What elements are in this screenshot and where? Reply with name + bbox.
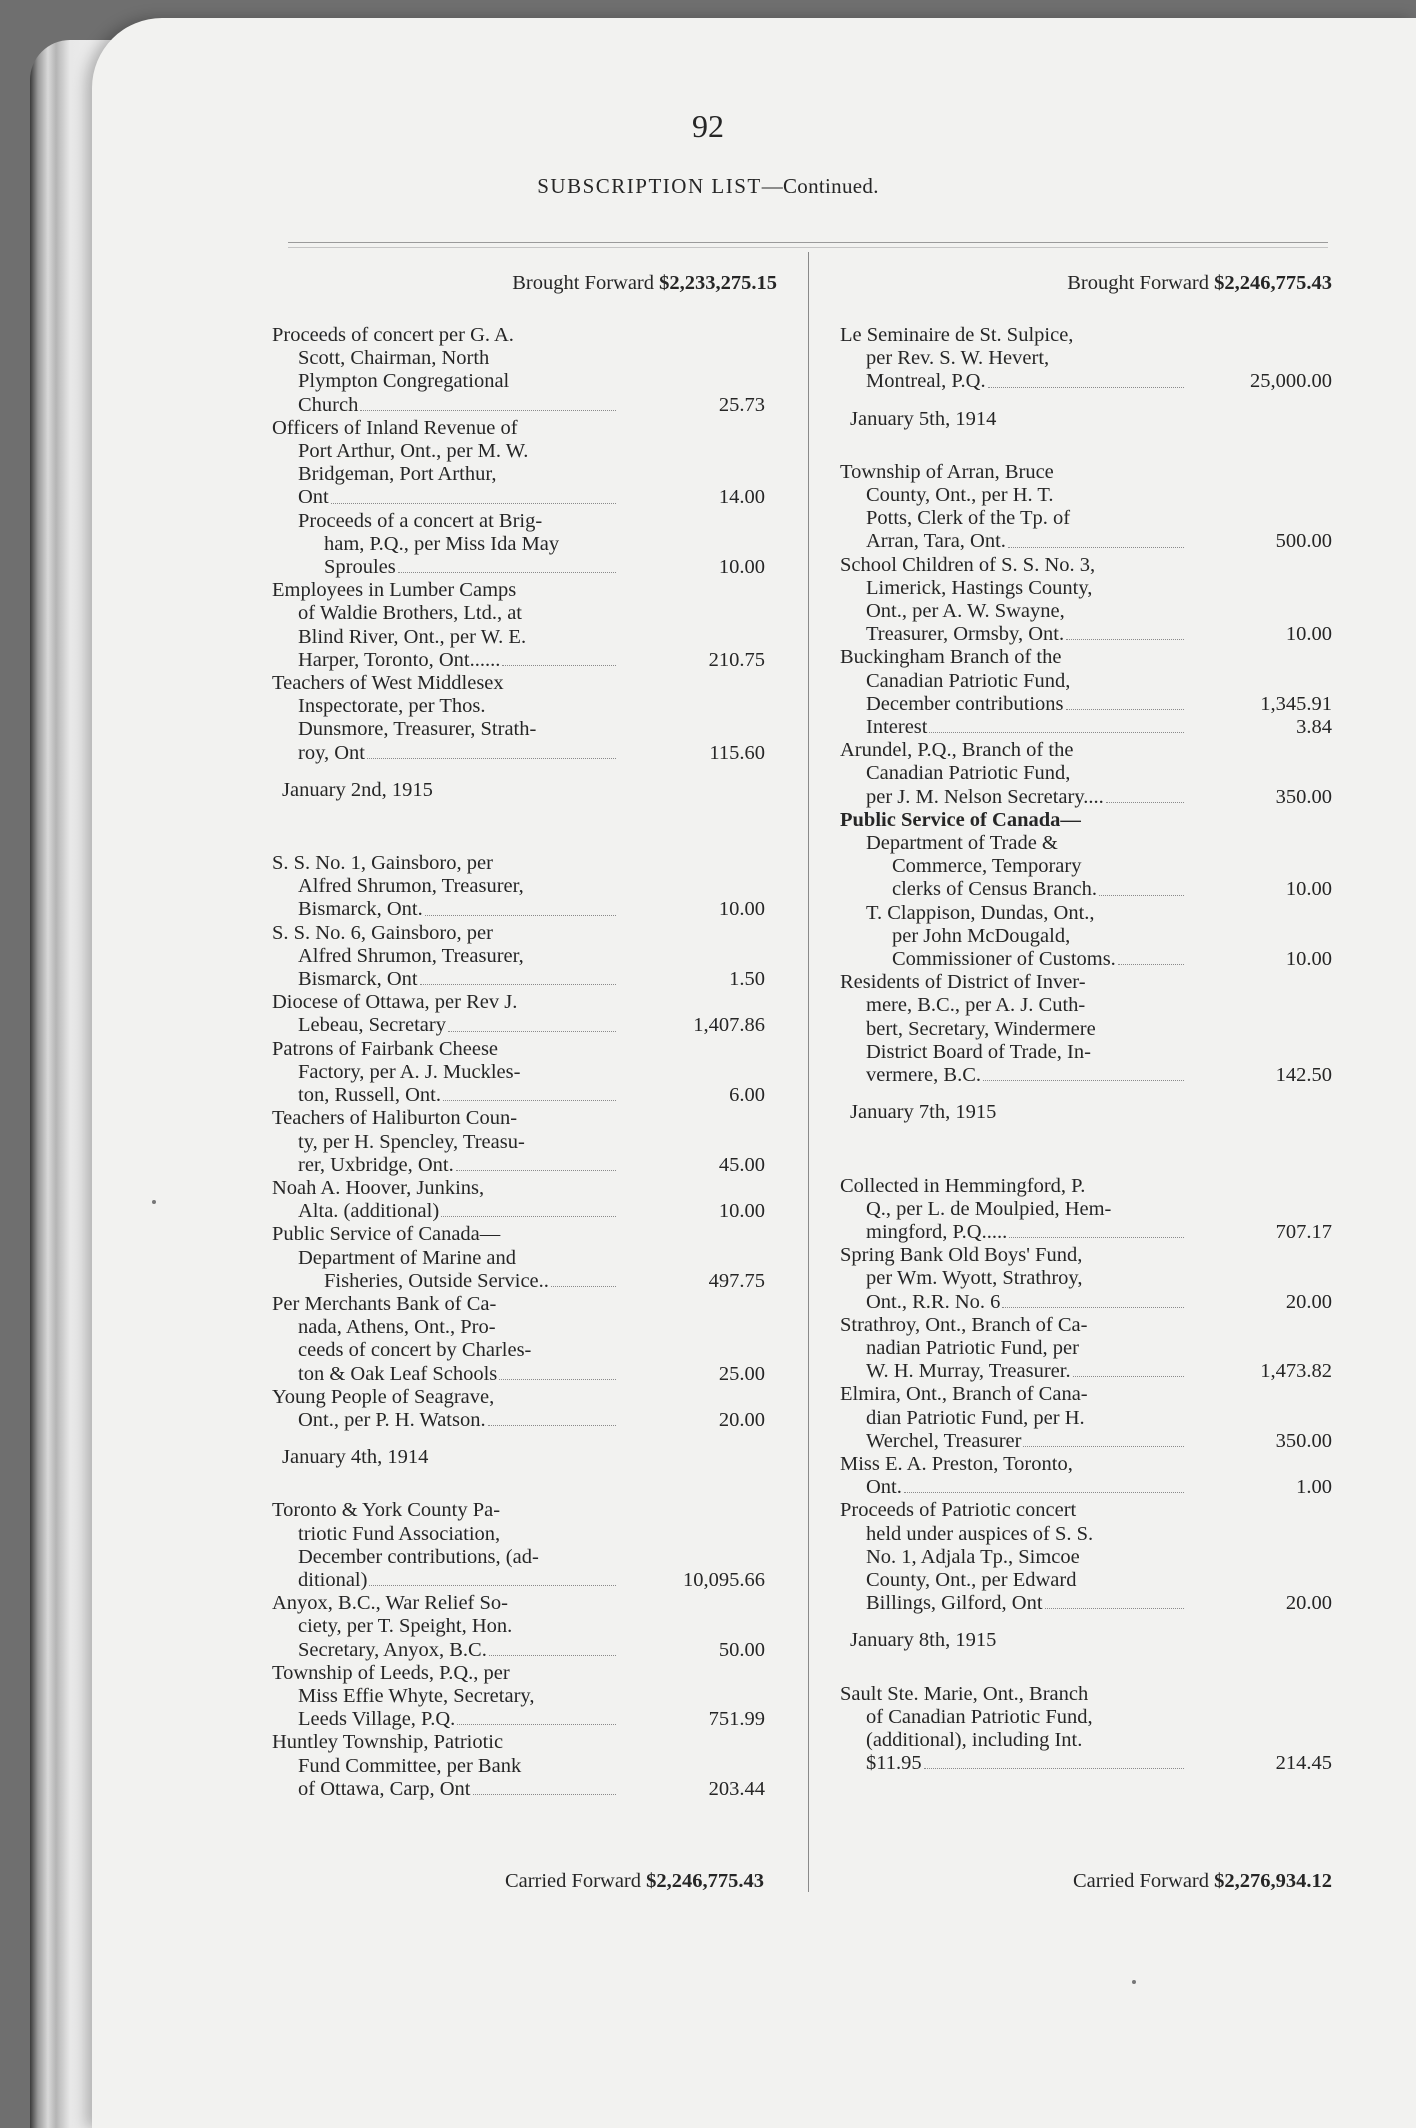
subscription-entry <box>840 1453 1332 1499</box>
entry-line <box>298 556 620 579</box>
subscription-entry <box>272 1293 777 1386</box>
entry-amount: 707.17 <box>1275 1220 1332 1243</box>
entry-line: Dunsmore, Treasurer, Strath- <box>298 718 537 741</box>
date-heading: January 4th, 1914 <box>282 1446 429 1469</box>
entry-line: Port Arthur, Ont., per M. W. <box>298 440 529 463</box>
carried-forward-label: Carried Forward <box>1072 1870 1209 1892</box>
entry-line: Huntley Township, Patriotic <box>272 1731 504 1754</box>
entry-line <box>840 693 1188 716</box>
subscription-entry <box>840 1244 1332 1314</box>
dot-leader <box>425 898 616 915</box>
entry-line <box>840 1360 1188 1383</box>
carried-forward-amount: $2,276,934.12 <box>1214 1870 1332 1892</box>
subscription-entry <box>272 1223 777 1246</box>
entry-line: Elmira, Ont., Branch of Cana- <box>840 1383 1088 1406</box>
entry-line: Blind River, Ont., per W. E. <box>298 625 527 648</box>
entry-amount: 142.50 <box>1275 1064 1332 1087</box>
subscription-entry <box>272 1177 777 1223</box>
dot-leader <box>1066 623 1184 640</box>
header-rule <box>288 242 1328 243</box>
entry-amount: 497.75 <box>708 1269 765 1292</box>
entry-line-text: Sproules <box>324 556 396 579</box>
subscription-entry <box>840 1383 1332 1453</box>
entry-line-text: Lebeau, Secretary <box>298 1014 446 1037</box>
entry-line <box>272 1014 620 1037</box>
dot-leader <box>924 1752 1184 1769</box>
subscription-entry <box>272 922 777 992</box>
dot-leader <box>1045 1592 1184 1609</box>
entry-line <box>272 898 620 921</box>
entry-amount: 350.00 <box>1275 785 1332 808</box>
carried-forward-label: Carried Forward <box>504 1870 641 1892</box>
entry-amount: 45.00 <box>718 1153 765 1176</box>
dot-leader <box>331 486 616 503</box>
entry-line: Plympton Congregational <box>298 370 510 393</box>
running-head-suffix: —Continued. <box>761 174 879 198</box>
entry-line <box>272 1154 620 1177</box>
entry-amount: 10.00 <box>718 556 765 579</box>
entry-line: Public Service of Canada— <box>272 1223 501 1246</box>
subscription-entry <box>272 324 777 417</box>
entry-line-text: Church <box>298 393 359 416</box>
entry-line <box>840 1592 1188 1615</box>
entry-line: Anyox, B.C., War Relief So- <box>272 1592 508 1615</box>
date-heading: January 7th, 1915 <box>850 1101 997 1124</box>
subscription-entry <box>840 809 1332 832</box>
dot-leader <box>360 394 616 411</box>
entry-line: December contributions, (ad- <box>298 1545 539 1568</box>
subscription-entry <box>840 324 1332 394</box>
entry-line: No. 1, Adjala Tp., Simcoe <box>866 1545 1080 1568</box>
entry-line: County, Ont., per Edward <box>866 1568 1077 1591</box>
entry-line <box>866 948 1188 971</box>
date-heading: January 5th, 1914 <box>850 407 997 430</box>
dot-leader <box>456 1154 616 1171</box>
subscription-entry <box>272 417 777 510</box>
dot-leader <box>489 1639 616 1656</box>
entry-line: ciety, per T. Speight, Hon. <box>298 1615 513 1638</box>
entry-line: Spring Bank Old Boys' Fund, <box>840 1244 1083 1267</box>
entry-line <box>840 1221 1188 1244</box>
entry-amount: 20.00 <box>718 1408 765 1431</box>
entry-line: Ont., per A. W. Swayne, <box>866 600 1065 623</box>
entry-line-text: December contributions <box>866 692 1064 715</box>
entry-line: Sault Ste. Marie, Ont., Branch <box>840 1682 1089 1705</box>
entry-line <box>866 878 1188 901</box>
dot-leader <box>1099 878 1184 895</box>
entry-line <box>272 968 620 991</box>
entry-line: nada, Athens, Ont., Pro- <box>298 1316 496 1339</box>
entry-line-text: ton, Russell, Ont. <box>298 1084 441 1107</box>
subscription-entry <box>840 902 1332 972</box>
entry-line <box>840 1291 1188 1314</box>
entry-line: of Waldie Brothers, Ltd., at <box>298 602 522 625</box>
entry-line-text: Secretary, Anyox, B.C. <box>298 1638 487 1661</box>
entry-amount: 1,407.86 <box>693 1014 765 1037</box>
entry-line-text: Ont <box>298 486 329 509</box>
dot-leader <box>369 1569 616 1586</box>
entry-line: Public Service of Canada— <box>840 808 1081 831</box>
entry-amount: 10.00 <box>718 1200 765 1223</box>
entry-line <box>272 1569 620 1592</box>
dot-leader <box>420 968 616 985</box>
entry-line: Inspectorate, per Thos. <box>298 695 486 718</box>
entry-line: Per Merchants Bank of Ca- <box>272 1292 497 1315</box>
entry-line: Miss E. A. Preston, Toronto, <box>840 1452 1073 1475</box>
entry-amount: 25.00 <box>718 1362 765 1385</box>
entry-line: ham, P.Q., per Miss Ida May <box>324 532 560 555</box>
entry-line: Miss Effie Whyte, Secretary, <box>298 1684 535 1707</box>
subscription-entry <box>272 1247 777 1293</box>
entry-line: Officers of Inland Revenue of <box>272 416 518 439</box>
entry-line-text: Treasurer, Ormsby, Ont. <box>866 623 1065 646</box>
subscription-entry <box>840 646 1332 716</box>
entry-line: held under auspices of S. S. <box>866 1522 1094 1545</box>
entry-amount: 10.00 <box>1285 878 1332 901</box>
date-heading: January 2nd, 1915 <box>282 778 433 801</box>
entry-line <box>272 649 620 672</box>
entry-line <box>272 1778 620 1801</box>
entry-amount: 500.00 <box>1275 530 1332 553</box>
entry-line <box>840 1476 1188 1499</box>
carried-forward-right <box>840 1870 1332 1893</box>
entry-line: Strathroy, Ont., Branch of Ca- <box>840 1313 1088 1336</box>
entry-amount: 25,000.00 <box>1250 370 1332 393</box>
dot-leader <box>367 742 616 759</box>
entry-line-text: of Ottawa, Carp, Ont <box>298 1777 471 1800</box>
entry-amount: 1.00 <box>1296 1476 1332 1499</box>
dot-leader <box>1073 1360 1184 1377</box>
entry-line-text: $11.95 <box>866 1752 922 1775</box>
entry-line <box>272 1708 620 1731</box>
entry-line: Le Seminaire de St. Sulpice, <box>840 324 1074 346</box>
entry-line: S. S. No. 1, Gainsboro, per <box>272 852 493 875</box>
entry-line: Township of Leeds, P.Q., per <box>272 1661 510 1684</box>
brought-forward-left <box>272 272 777 302</box>
entry-line-text: Leeds Village, P.Q. <box>298 1708 456 1731</box>
page-number: 92 <box>692 108 724 144</box>
entry-amount: 50.00 <box>718 1638 765 1661</box>
entry-amount: 10.00 <box>1285 948 1332 971</box>
entry-line-text: mingford, P.Q..... <box>866 1220 1008 1243</box>
entry-line-text: Ont., R.R. No. 6 <box>866 1290 1001 1313</box>
entry-line-text: ditional) <box>298 1568 368 1591</box>
entry-line-text: ton & Oak Leaf Schools <box>298 1362 498 1385</box>
dot-leader <box>488 1409 616 1426</box>
carried-forward-amount: $2,246,775.43 <box>646 1870 764 1892</box>
entry-line <box>840 1752 1188 1775</box>
brought-forward-label: Brought Forward <box>512 272 654 294</box>
entry-line: Factory, per A. J. Muckles- <box>298 1060 521 1083</box>
subscription-entry <box>840 554 1332 647</box>
dot-leader <box>1002 1291 1184 1308</box>
entry-line-text: Bismarck, Ont. <box>298 898 423 921</box>
entry-line-text: clerks of Census Branch. <box>892 878 1097 901</box>
subscription-entry <box>840 1499 1332 1615</box>
entry-line: Patrons of Fairbank Cheese <box>272 1037 499 1060</box>
entry-line-text: Arran, Tara, Ont. <box>866 530 1006 553</box>
entry-line: triotic Fund Association, <box>298 1522 501 1545</box>
dot-leader <box>929 716 1184 733</box>
running-head-title: SUBSCRIPTION LIST <box>537 174 762 198</box>
left-sections <box>272 324 777 1801</box>
dot-leader <box>1023 1430 1184 1447</box>
dot-leader <box>448 1014 616 1031</box>
entry-line: per Rev. S. W. Hevert, <box>866 347 1050 370</box>
dot-leader <box>457 1708 616 1725</box>
brought-forward-amount: $2,246,775.43 <box>1214 272 1332 294</box>
dot-leader <box>398 556 616 573</box>
entry-line-text: Alta. (additional) <box>298 1200 440 1223</box>
entry-line-text: W. H. Murray, Treasurer. <box>866 1360 1071 1383</box>
entry-line: per John McDougald, <box>892 924 1071 947</box>
entry-line-text: Bismarck, Ont <box>298 968 418 991</box>
entry-line: Residents of District of Inver- <box>840 971 1086 994</box>
entry-line <box>298 1270 620 1293</box>
entry-line-text: rer, Uxbridge, Ont. <box>298 1153 454 1176</box>
entry-line <box>840 1430 1188 1453</box>
entry-line-text: Montreal, P.Q. <box>866 370 986 393</box>
entry-line: Arundel, P.Q., Branch of the <box>840 739 1074 762</box>
subscription-entry <box>272 1731 777 1801</box>
entry-amount: 14.00 <box>718 486 765 509</box>
dot-leader <box>1066 693 1184 710</box>
entry-line: District Board of Trade, In- <box>866 1040 1091 1063</box>
entry-line: Department of Marine and <box>298 1246 517 1269</box>
entry-line <box>272 1363 620 1386</box>
entry-line: Township of Arran, Bruce <box>840 460 1054 483</box>
entry-line-text: Interest <box>866 716 928 739</box>
entry-line <box>272 1639 620 1662</box>
subscription-entry <box>272 1038 777 1108</box>
entry-amount: 751.99 <box>708 1708 765 1731</box>
entry-line: Proceeds of Patriotic concert <box>840 1499 1077 1522</box>
subscription-entry <box>272 672 777 765</box>
dot-leader <box>551 1270 616 1287</box>
entry-line: Employees in Lumber Camps <box>272 579 517 602</box>
entry-line: Potts, Clerk of the Tp. of <box>866 507 1071 530</box>
entry-line: Limerick, Hastings County, <box>866 576 1093 599</box>
entry-line <box>272 394 620 417</box>
entry-line <box>840 1064 1188 1087</box>
entry-amount: 3.84 <box>1296 716 1332 739</box>
entry-line: Proceeds of concert per G. A. <box>272 324 514 346</box>
entry-amount: 10.00 <box>1285 623 1332 646</box>
entry-line <box>272 1200 620 1223</box>
entry-amount: 203.44 <box>708 1777 765 1800</box>
subscription-entry <box>840 1314 1332 1384</box>
dot-leader <box>1008 530 1184 547</box>
left-column <box>272 272 777 1801</box>
entry-line <box>840 370 1188 393</box>
dot-leader <box>983 1064 1184 1081</box>
subscription-entry <box>840 971 1332 1087</box>
brought-forward-label: Brought Forward <box>1067 272 1209 294</box>
entry-amount: 115.60 <box>709 741 765 764</box>
entry-line <box>272 1084 620 1107</box>
subscription-entry <box>840 832 1332 902</box>
entry-line: Young People of Seagrave, <box>272 1385 495 1408</box>
entry-line-text: Fisheries, Outside Service.. <box>324 1269 549 1292</box>
entry-line: T. Clappison, Dundas, Ont., <box>866 901 1095 924</box>
entry-amount: 1.50 <box>729 968 765 991</box>
entry-line-text: per J. M. Nelson Secretary.... <box>866 785 1104 808</box>
entry-line: dian Patriotic Fund, per H. <box>866 1406 1085 1429</box>
paper-speck <box>152 1200 156 1204</box>
entry-line: ceeds of concert by Charles- <box>298 1339 532 1362</box>
entry-line-text: roy, Ont <box>298 741 365 764</box>
entry-line: nadian Patriotic Fund, per <box>866 1336 1079 1359</box>
entry-line: Teachers of West Middlesex <box>272 672 504 695</box>
subscription-entry <box>272 1386 777 1432</box>
right-column <box>840 272 1332 1775</box>
entry-line: Noah A. Hoover, Junkins, <box>272 1176 485 1199</box>
entry-line: School Children of S. S. No. 3, <box>840 553 1096 576</box>
entry-line: Alfred Shrumon, Treasurer, <box>298 944 524 967</box>
entry-line-text: Ont., per P. H. Watson. <box>298 1408 486 1431</box>
entry-amount: 210.75 <box>708 648 765 671</box>
entry-line-text: vermere, B.C. <box>866 1064 981 1087</box>
header-rule-thin <box>288 247 1328 248</box>
subscription-entry <box>272 991 777 1037</box>
entry-amount: 1,473.82 <box>1260 1360 1332 1383</box>
running-head <box>0 174 1416 199</box>
entry-line: Buckingham Branch of the <box>840 646 1062 669</box>
entry-line-text: Ont. <box>866 1476 902 1499</box>
entry-line: of Canadian Patriotic Fund, <box>866 1705 1093 1728</box>
subscription-entry <box>272 1662 777 1732</box>
dot-leader <box>988 370 1184 387</box>
right-sections <box>840 324 1332 1775</box>
entry-line-text: Harper, Toronto, Ont...... <box>298 648 501 671</box>
dot-leader <box>443 1084 616 1101</box>
subscription-entry <box>272 1499 777 1592</box>
entry-line: S. S. No. 6, Gainsboro, per <box>272 921 493 944</box>
subscription-entry <box>840 716 1332 739</box>
entry-line: Q., per L. de Moulpied, Hem- <box>866 1197 1112 1220</box>
entry-line: Toronto & York County Pa- <box>272 1499 501 1522</box>
entry-amount: 350.00 <box>1275 1429 1332 1452</box>
entry-line: Teachers of Haliburton Coun- <box>272 1107 518 1130</box>
subscription-entry <box>840 739 1332 809</box>
entry-line: Collected in Hemmingford, P. <box>840 1174 1086 1197</box>
entry-line: County, Ont., per H. T. <box>866 484 1054 507</box>
subscription-entry <box>272 1107 777 1177</box>
entry-amount: 214.45 <box>1275 1752 1332 1775</box>
entry-line: Commerce, Temporary <box>892 855 1082 878</box>
entry-line: bert, Secretary, Windermere <box>866 1017 1096 1040</box>
entry-line <box>272 486 620 509</box>
entry-amount: 25.73 <box>718 393 765 416</box>
entry-amount: 20.00 <box>1285 1592 1332 1615</box>
entry-line-text: Billings, Gilford, Ont <box>866 1592 1043 1615</box>
dot-leader <box>1106 786 1184 803</box>
entry-amount: 10.00 <box>718 898 765 921</box>
entry-line: ty, per H. Spencley, Treasu- <box>298 1130 525 1153</box>
brought-forward-right <box>840 272 1332 302</box>
entry-line: Canadian Patriotic Fund, <box>866 762 1071 785</box>
dot-leader <box>499 1363 616 1380</box>
entry-line: mere, B.C., per A. J. Cuth- <box>866 994 1086 1017</box>
subscription-entry <box>272 579 777 672</box>
entry-line: Department of Trade & <box>866 832 1058 855</box>
entry-line: Canadian Patriotic Fund, <box>866 669 1071 692</box>
column-divider <box>808 252 809 1892</box>
subscription-entry <box>272 852 777 922</box>
subscription-entry <box>272 1592 777 1662</box>
subscription-entry <box>272 510 777 580</box>
brought-forward-amount: $2,233,275.15 <box>659 272 777 294</box>
entry-amount: 1,345.91 <box>1260 692 1332 715</box>
paper-speck <box>1132 1980 1136 1984</box>
entry-line: Fund Committee, per Bank <box>298 1754 522 1777</box>
entry-line: (additional), including Int. <box>866 1728 1083 1751</box>
subscription-entry <box>840 1683 1332 1776</box>
subscription-entry <box>840 461 1332 554</box>
entry-line <box>840 786 1188 809</box>
entry-line: Diocese of Ottawa, per Rev J. <box>272 991 518 1014</box>
entry-line <box>866 716 1188 739</box>
entry-line: Proceeds of a concert at Brig- <box>298 509 543 532</box>
entry-line <box>272 1409 620 1432</box>
entry-line: Alfred Shrumon, Treasurer, <box>298 875 524 898</box>
entry-amount: 6.00 <box>729 1084 765 1107</box>
dot-leader <box>473 1778 617 1795</box>
date-heading: January 8th, 1915 <box>850 1629 997 1652</box>
entry-line <box>840 530 1188 553</box>
entry-line-text: Commissioner of Customs. <box>892 948 1116 971</box>
dot-leader <box>441 1200 616 1217</box>
subscription-entry <box>840 1175 1332 1245</box>
dot-leader <box>1009 1221 1184 1238</box>
carried-forward-left <box>272 1870 764 1893</box>
dot-leader <box>904 1476 1184 1493</box>
entry-amount: 10,095.66 <box>683 1568 765 1591</box>
entry-line <box>272 742 620 765</box>
entry-line: per Wm. Wyott, Strathroy, <box>866 1267 1083 1290</box>
dot-leader <box>502 649 616 666</box>
dot-leader <box>1118 948 1184 965</box>
entry-line: Scott, Chairman, North <box>298 347 490 370</box>
entry-amount: 20.00 <box>1285 1290 1332 1313</box>
entry-line: Bridgeman, Port Arthur, <box>298 463 497 486</box>
entry-line <box>840 623 1188 646</box>
entry-line-text: Werchel, Treasurer <box>866 1429 1022 1452</box>
